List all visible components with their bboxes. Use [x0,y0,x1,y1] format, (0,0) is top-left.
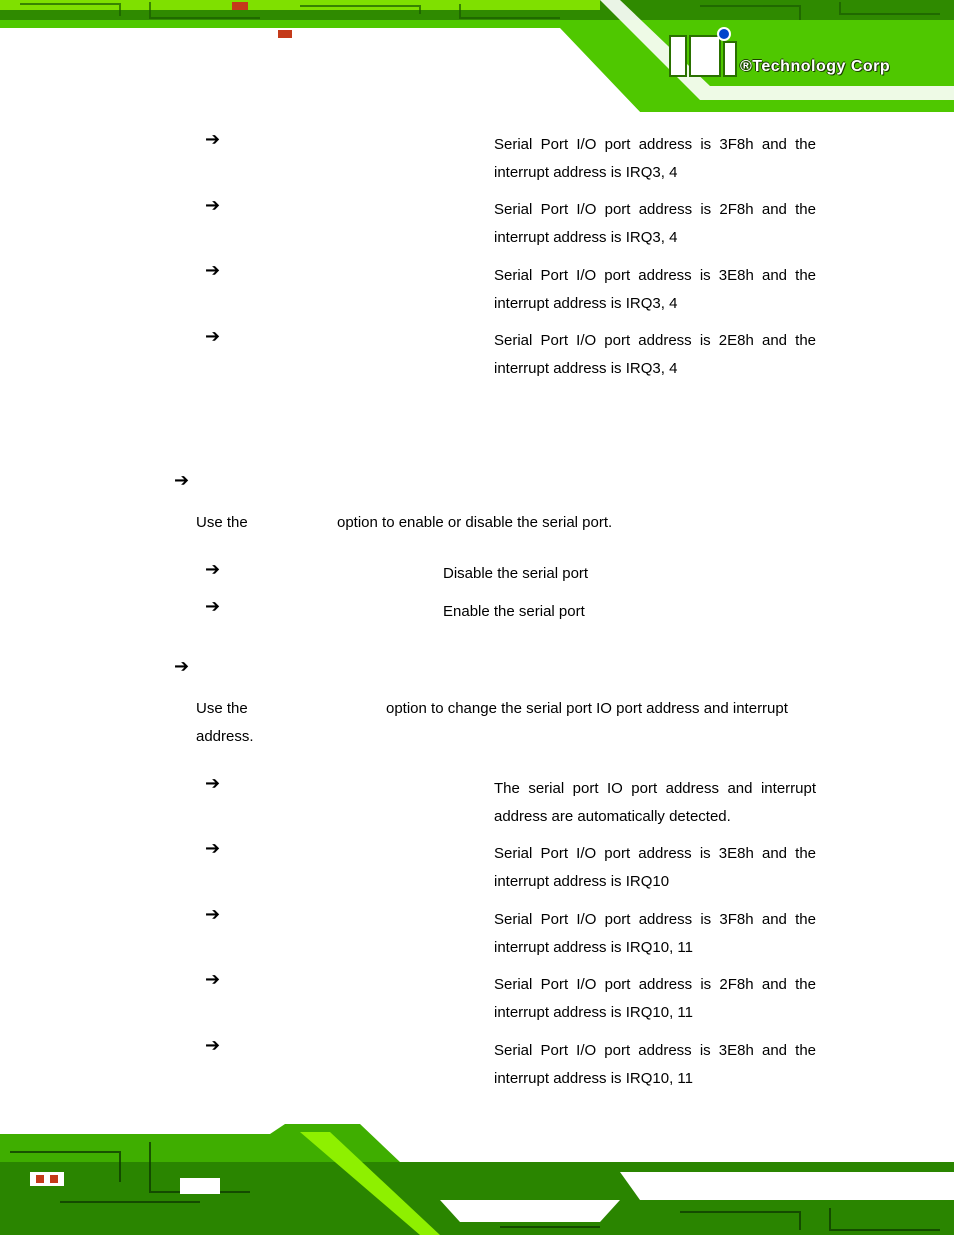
arrow-icon: ➔ [205,773,221,794]
intro-text-line2: address. [196,728,254,745]
intro-text: option to change the serial port IO port address and interrupt [386,700,788,717]
option-description: Disable the serial port [443,565,589,582]
arrow-icon: ➔ [205,129,221,150]
option-description: Serial Port I/O port address is 2F8h and the interrupt address is IRQ10, 11 [494,976,816,1021]
option-description: Serial Port I/O port address is 2F8h and the interrupt address is IRQ3, 4 [494,201,816,246]
arrow-icon: ➔ [205,596,221,617]
footer-circuit-banner [0,1122,954,1235]
section-arrow-icon: ➔ [174,656,190,677]
option-description: Serial Port I/O port address is 3E8h and the interrupt address is IRQ3, 4 [494,267,816,312]
option-description: Enable the serial port [443,603,585,620]
arrow-icon: ➔ [205,904,221,925]
arrow-icon: ➔ [205,1035,221,1056]
arrow-icon: ➔ [205,838,221,859]
intro-text: option to enable or disable the serial port. [337,514,613,531]
section-arrow-icon: ➔ [174,470,190,491]
arrow-icon: ➔ [205,969,221,990]
arrow-icon: ➔ [205,326,221,347]
iei-logo-icon [668,26,938,86]
option-description: Serial Port I/O port address is 3E8h and the interrupt address is IRQ10 [494,845,816,890]
option-description: Serial Port I/O port address is 3E8h and the interrupt address is IRQ10, 11 [494,1042,816,1087]
intro-prefix: Use the [196,700,248,717]
brand-name: ®Technology Corp [740,58,891,75]
option-description: The serial port IO port address and interrupt address are automatically detected. [494,780,816,825]
arrow-icon: ➔ [205,559,221,580]
arrow-icon: ➔ [205,195,221,216]
option-description: Serial Port I/O port address is 3F8h and the interrupt address is IRQ10, 11 [494,911,816,956]
arrow-icon: ➔ [205,260,221,281]
intro-prefix: Use the [196,514,248,531]
option-description: Serial Port I/O port address is 3F8h and the interrupt address is IRQ3, 4 [494,136,816,181]
option-description: Serial Port I/O port address is 2E8h and the interrupt address is IRQ3, 4 [494,332,816,377]
